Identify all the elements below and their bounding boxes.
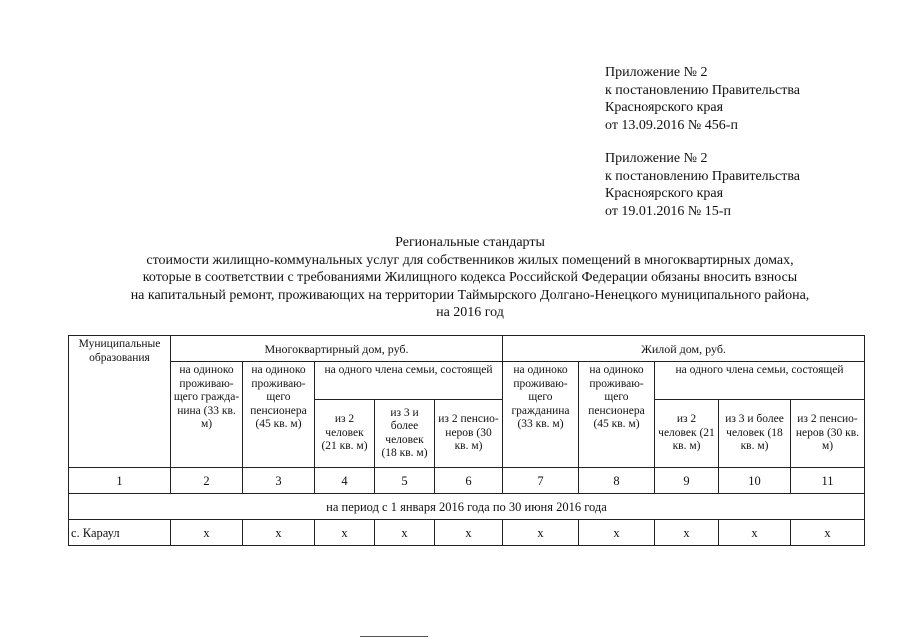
column-number: 6: [435, 468, 503, 494]
column-number: 8: [579, 468, 655, 494]
header-family-member: на одного члена семьи, состоящей: [315, 362, 503, 400]
appendix-region: Красноярского края: [605, 100, 724, 115]
column-number: 7: [503, 468, 579, 494]
header-family-of-two: из 2 человек (21 кв. м): [655, 400, 719, 468]
heading-year: на 2016 год: [436, 305, 504, 320]
header-two-pensioners: из 2 пенсио-неров (30 кв. м): [791, 400, 865, 468]
column-number: 3: [243, 468, 315, 494]
column-number: 10: [719, 468, 791, 494]
appendix-title: Приложение № 2: [605, 65, 708, 80]
table-cell: х: [171, 520, 243, 546]
header-residential-house: Жилой дом, руб.: [503, 336, 865, 362]
signature-line: [360, 636, 428, 637]
column-number: 5: [375, 468, 435, 494]
table-cell: х: [243, 520, 315, 546]
appendix-note-1: [605, 64, 800, 134]
document-heading: [40, 234, 900, 322]
heading-line: которые в соответствии с требованиями Жилищного кодекса Российской Федерации обязаны вносить взносы: [142, 270, 798, 285]
header-family-of-two: из 2 человек (21 кв. м): [315, 400, 375, 468]
table-cell: х: [435, 520, 503, 546]
header-family-of-three: из 3 и более человек (18 кв. м): [375, 400, 435, 468]
column-number: 2: [171, 468, 243, 494]
period-row: на период с 1 января 2016 года по 30 июня 2016 года: [69, 494, 865, 520]
header-single-pensioner: на одиноко проживаю-щего пенсионера (45 кв. м): [243, 362, 315, 468]
header-apartment-building: Многоквартирный дом, руб.: [171, 336, 503, 362]
standards-table: [68, 335, 865, 546]
appendix-region: Красноярского края: [605, 186, 724, 201]
heading-line: на капитальный ремонт, проживающих на территории Таймырского Долгано-Ненецкого муниципального района,: [130, 287, 810, 303]
table-cell: х: [719, 520, 791, 546]
header-single-citizen: на одиноко проживаю-щего гражда-нина (33 кв. м): [171, 362, 243, 468]
header-family-of-three: из 3 и более человек (18 кв. м): [719, 400, 791, 468]
table-cell: х: [503, 520, 579, 546]
municipality-name: с. Караул: [69, 520, 171, 546]
appendix-ref: к постановлению Правительства: [605, 82, 801, 98]
appendix-ref: к постановлению Правительства: [605, 168, 801, 184]
table-row: [69, 520, 865, 546]
table-cell: х: [375, 520, 435, 546]
table-cell: х: [579, 520, 655, 546]
table-cell: х: [655, 520, 719, 546]
table-cell: х: [791, 520, 865, 546]
header-single-citizen: на одиноко проживаю-щего гражданина (33 кв. м): [503, 362, 579, 468]
table-cell: х: [315, 520, 375, 546]
heading-line: стоимости жилищно-коммунальных услуг для собственников жилых помещений в многоквартирных домах,: [146, 252, 794, 268]
appendix-date: от 19.01.2016 № 15-п: [605, 203, 731, 219]
column-number-row: [69, 468, 865, 494]
column-number: 4: [315, 468, 375, 494]
heading-title: Региональные стандарты: [395, 235, 545, 250]
header-two-pensioners: из 2 пенсио-неров (30 кв. м): [435, 400, 503, 468]
appendix-note-2: [605, 150, 800, 220]
column-number: 1: [69, 468, 171, 494]
header-municipal: Муниципальные образования: [69, 336, 171, 468]
column-number: 11: [791, 468, 865, 494]
column-number: 9: [655, 468, 719, 494]
appendix-date: от 13.09.2016 № 456-п: [605, 117, 738, 133]
header-family-member: на одного члена семьи, состоящей: [655, 362, 865, 400]
header-single-pensioner: на одиноко проживаю-щего пенсионера (45 кв. м): [579, 362, 655, 468]
appendix-title: Приложение № 2: [605, 151, 708, 166]
